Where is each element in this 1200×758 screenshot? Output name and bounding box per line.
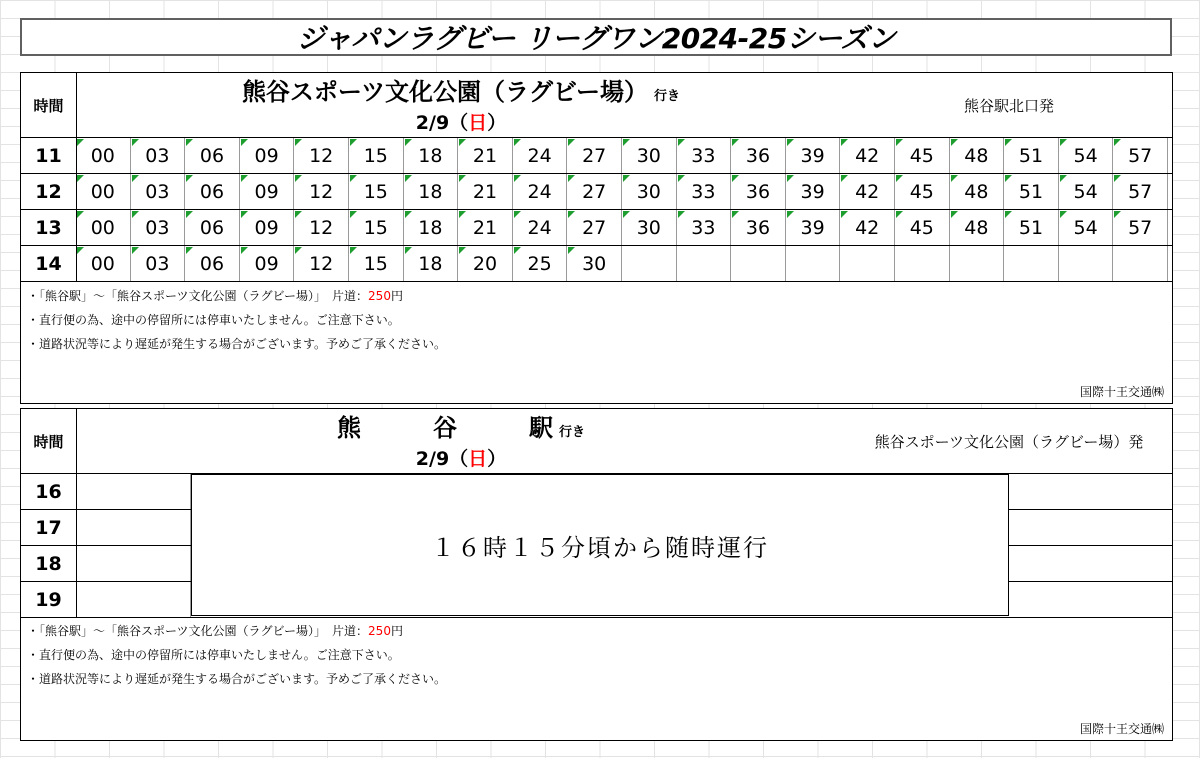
minute-cell — [1059, 138, 1114, 173]
minute-cell — [895, 246, 950, 281]
cell-marker-icon — [295, 175, 302, 182]
minute-cell — [622, 174, 677, 209]
minute-value: 30 — [582, 252, 607, 275]
cell-marker-icon — [732, 175, 739, 182]
fare-unit: 円 — [390, 624, 403, 638]
minute-cell — [240, 210, 295, 245]
destination-title — [76, 77, 846, 112]
cell-marker-icon — [787, 175, 794, 182]
cell-marker-icon — [1114, 211, 1121, 218]
cell-marker-icon — [459, 247, 466, 254]
minute-cell — [131, 210, 186, 245]
minute-value: 27 — [582, 144, 607, 167]
date-close: ） — [487, 112, 507, 134]
cell-marker-icon — [132, 139, 139, 146]
minute-cell — [786, 174, 841, 209]
minute-cell — [567, 210, 622, 245]
minute-value: 24 — [527, 180, 552, 203]
note-fare-text: ・「熊谷駅」～「熊谷スポーツ文化公園（ラグビー場）」 片道： — [27, 624, 369, 638]
table-row — [21, 138, 1172, 174]
note-direct: ・直行便の為、途中の停留所には停車いたしません。ご注意下さい。 — [27, 648, 400, 662]
timetable-return — [20, 408, 1173, 741]
cell-marker-icon — [951, 175, 958, 182]
cell-marker-icon — [514, 175, 521, 182]
minute-cell — [731, 174, 786, 209]
cell-marker-icon — [77, 175, 84, 182]
cell-marker-icon — [787, 139, 794, 146]
date-day: 日 — [468, 112, 488, 134]
minute-cell — [349, 174, 404, 209]
minute-cell — [458, 246, 513, 281]
minute-value: 00 — [90, 252, 115, 275]
minute-value: 42 — [855, 216, 880, 239]
minute-cell — [567, 174, 622, 209]
fare-price: 250 — [368, 289, 391, 303]
cell-marker-icon — [1005, 139, 1012, 146]
minute-value: 48 — [964, 180, 989, 203]
cell-marker-icon — [77, 139, 84, 146]
cell-marker-icon — [350, 175, 357, 182]
minute-value: 03 — [145, 252, 170, 275]
cell-marker-icon — [405, 247, 412, 254]
minute-cell — [404, 210, 459, 245]
minute-cell — [567, 138, 622, 173]
cell-marker-icon — [951, 211, 958, 218]
fare-price: 250 — [368, 624, 391, 638]
cell-marker-icon — [405, 139, 412, 146]
minute-cell — [840, 210, 895, 245]
cell-marker-icon — [132, 247, 139, 254]
minute-cell — [677, 174, 732, 209]
minute-cell — [1059, 210, 1114, 245]
minute-cell — [895, 210, 950, 245]
cell-marker-icon — [132, 175, 139, 182]
minute-cell — [185, 138, 240, 173]
minute-value: 45 — [909, 144, 934, 167]
minute-value: 24 — [527, 144, 552, 167]
cell-marker-icon — [186, 211, 193, 218]
cell-marker-icon — [1114, 175, 1121, 182]
minute-value: 48 — [964, 216, 989, 239]
service-message: １６時１５分頃から随時運行 — [191, 474, 1009, 616]
cell-marker-icon — [1114, 139, 1121, 146]
minute-cell — [1113, 210, 1168, 245]
date-main: 2/9（ — [415, 448, 469, 470]
timetable-rows — [21, 474, 1172, 616]
minute-cell — [513, 138, 568, 173]
minute-value: 25 — [527, 252, 552, 275]
notes — [21, 617, 1172, 740]
minute-cell — [1059, 174, 1114, 209]
minute-cell — [294, 246, 349, 281]
minute-cell — [895, 174, 950, 209]
cell-marker-icon — [77, 247, 84, 254]
sheet-title: ジャパンラグビー リーグワン2024-25シーズン — [20, 18, 1172, 56]
minute-cell — [731, 246, 786, 281]
minute-cell — [786, 138, 841, 173]
note-direct: ・直行便の為、途中の停留所には停車いたしません。ご注意下さい。 — [27, 313, 400, 327]
minute-value: 12 — [309, 144, 334, 167]
minute-cell — [786, 210, 841, 245]
cell-marker-icon — [241, 139, 248, 146]
cell-marker-icon — [241, 247, 248, 254]
cell-marker-icon — [405, 211, 412, 218]
minute-cell — [404, 246, 459, 281]
hour-cell: 13 — [21, 210, 77, 245]
minute-cell — [622, 210, 677, 245]
cell-marker-icon — [459, 211, 466, 218]
minute-cell — [950, 246, 1005, 281]
notes — [21, 282, 1172, 403]
note-fare — [27, 287, 403, 304]
minute-value: 00 — [90, 180, 115, 203]
minute-value: 42 — [855, 144, 880, 167]
empty-cell — [76, 546, 191, 581]
cell-marker-icon — [568, 139, 575, 146]
minute-value: 33 — [691, 144, 716, 167]
minute-value: 21 — [472, 144, 498, 167]
destination-suffix: 行き — [558, 425, 585, 440]
minute-cell — [1004, 174, 1059, 209]
cell-marker-icon — [514, 211, 521, 218]
minute-value: 36 — [745, 180, 771, 203]
cell-marker-icon — [678, 139, 685, 146]
minute-value: 30 — [636, 216, 661, 239]
minute-cell — [731, 138, 786, 173]
minute-cell — [513, 210, 568, 245]
minute-cell — [76, 210, 131, 245]
minute-value: 15 — [363, 252, 388, 275]
cell-marker-icon — [350, 247, 357, 254]
minute-cell — [458, 210, 513, 245]
minute-value: 54 — [1073, 144, 1098, 167]
minute-value: 39 — [800, 180, 825, 203]
hour-cell: 16 — [21, 474, 77, 509]
minute-cell — [76, 138, 131, 173]
company-name: 国際十王交通㈱ — [1079, 722, 1164, 736]
fare-unit: 円 — [390, 289, 403, 303]
minute-cell — [240, 138, 295, 173]
minute-cell — [1059, 246, 1114, 281]
cell-marker-icon — [241, 211, 248, 218]
minute-cell — [349, 138, 404, 173]
minute-value: 15 — [363, 144, 388, 167]
minute-value: 09 — [254, 180, 279, 203]
minute-cell — [458, 138, 513, 173]
cell-marker-icon — [1060, 139, 1067, 146]
cell-marker-icon — [77, 211, 84, 218]
minute-value: 09 — [254, 252, 279, 275]
hour-cell: 19 — [21, 582, 77, 617]
cell-marker-icon — [295, 139, 302, 146]
cell-marker-icon — [896, 175, 903, 182]
cell-marker-icon — [295, 211, 302, 218]
minute-value: 39 — [800, 144, 825, 167]
table-row — [21, 246, 1172, 282]
cell-marker-icon — [678, 175, 685, 182]
cell-marker-icon — [568, 211, 575, 218]
cell-marker-icon — [132, 211, 139, 218]
hour-cell: 17 — [21, 510, 77, 545]
minute-value: 06 — [199, 216, 225, 239]
minute-cell — [1113, 246, 1168, 281]
minute-value: 20 — [472, 252, 498, 275]
minute-value: 33 — [691, 180, 716, 203]
departure-point: 熊谷スポーツ文化公園（ラグビー場）発 — [874, 432, 1144, 451]
minute-value: 12 — [309, 180, 334, 203]
cell-marker-icon — [623, 211, 630, 218]
minute-value: 57 — [1128, 144, 1153, 167]
minute-value: 18 — [418, 216, 443, 239]
minute-cell — [840, 246, 895, 281]
company-name: 国際十王交通㈱ — [1079, 385, 1164, 399]
minute-value: 45 — [909, 216, 934, 239]
minute-value: 36 — [745, 216, 771, 239]
minute-value: 12 — [309, 252, 334, 275]
minute-value: 09 — [254, 144, 279, 167]
empty-cell — [76, 582, 191, 617]
minute-cell — [294, 174, 349, 209]
cell-marker-icon — [951, 139, 958, 146]
minute-value: 03 — [145, 144, 170, 167]
minute-value: 18 — [418, 180, 443, 203]
minute-cell — [185, 210, 240, 245]
cell-marker-icon — [623, 175, 630, 182]
cell-marker-icon — [678, 211, 685, 218]
table-row — [21, 210, 1172, 246]
empty-cell — [76, 474, 191, 509]
service-date — [76, 444, 846, 471]
empty-cell — [76, 510, 191, 545]
minute-cell — [950, 210, 1005, 245]
note-fare-text: ・「熊谷駅」～「熊谷スポーツ文化公園（ラグビー場）」 片道： — [27, 289, 369, 303]
minute-cell — [731, 210, 786, 245]
minute-cell — [895, 138, 950, 173]
minute-value: 51 — [1018, 144, 1044, 167]
minute-cell — [950, 138, 1005, 173]
minute-cell — [185, 246, 240, 281]
cell-marker-icon — [841, 211, 848, 218]
minute-value: 48 — [964, 144, 989, 167]
minute-value: 51 — [1018, 216, 1044, 239]
minute-cell — [349, 246, 404, 281]
cell-marker-icon — [1060, 175, 1067, 182]
date-close: ） — [487, 448, 507, 470]
minute-cell — [677, 246, 732, 281]
hour-cell: 12 — [21, 174, 77, 209]
minute-cell — [458, 174, 513, 209]
cell-marker-icon — [350, 211, 357, 218]
cell-marker-icon — [186, 139, 193, 146]
minute-cell — [131, 174, 186, 209]
timetable-outbound — [20, 72, 1173, 404]
hour-cell: 18 — [21, 546, 77, 581]
minute-cell — [840, 174, 895, 209]
minute-value: 30 — [636, 144, 661, 167]
minute-cell — [950, 174, 1005, 209]
minute-cell — [1004, 246, 1059, 281]
cell-marker-icon — [896, 211, 903, 218]
minute-cell — [240, 246, 295, 281]
minute-value: 30 — [636, 180, 661, 203]
minute-value: 45 — [909, 180, 934, 203]
minute-value: 42 — [855, 180, 880, 203]
minute-value: 03 — [145, 216, 170, 239]
minute-value: 18 — [418, 144, 443, 167]
minute-cell — [513, 174, 568, 209]
destination-name: 熊谷スポーツ文化公園（ラグビー場） — [241, 78, 649, 106]
minute-value: 54 — [1073, 180, 1098, 203]
destination-title — [76, 413, 846, 448]
table-row — [21, 174, 1172, 210]
departure-point: 熊谷駅北口発 — [963, 96, 1054, 115]
minute-cell — [677, 210, 732, 245]
minute-cell — [131, 246, 186, 281]
timetable-header — [21, 409, 1172, 474]
cell-marker-icon — [841, 139, 848, 146]
minute-value: 57 — [1128, 180, 1153, 203]
cell-marker-icon — [514, 139, 521, 146]
minute-cell — [1004, 138, 1059, 173]
minute-cell — [240, 174, 295, 209]
minute-value: 24 — [527, 216, 552, 239]
minute-cell — [404, 174, 459, 209]
minute-cell — [1113, 174, 1168, 209]
minute-value: 39 — [800, 216, 825, 239]
cell-marker-icon — [350, 139, 357, 146]
minute-value: 06 — [199, 180, 225, 203]
minute-cell — [513, 246, 568, 281]
minute-value: 27 — [582, 180, 607, 203]
minute-value: 00 — [90, 216, 115, 239]
minute-value: 03 — [145, 180, 170, 203]
minute-value: 12 — [309, 216, 334, 239]
minute-cell — [786, 246, 841, 281]
minute-cell — [349, 210, 404, 245]
cell-marker-icon — [186, 175, 193, 182]
minute-cell — [622, 138, 677, 173]
minute-cell — [76, 246, 131, 281]
cell-marker-icon — [732, 211, 739, 218]
minute-cell — [567, 246, 622, 281]
timetable-header — [21, 73, 1172, 138]
cell-marker-icon — [568, 247, 575, 254]
minute-value: 54 — [1073, 216, 1098, 239]
cell-marker-icon — [568, 175, 575, 182]
note-fare — [27, 622, 403, 639]
minute-cell — [677, 138, 732, 173]
minute-value: 06 — [199, 144, 225, 167]
minute-value: 15 — [363, 216, 388, 239]
destination-name: 熊 谷 駅 — [336, 414, 553, 442]
minute-value: 09 — [254, 216, 279, 239]
time-column-header: 時間 — [21, 409, 77, 473]
time-column-header: 時間 — [21, 73, 77, 137]
cell-marker-icon — [1005, 211, 1012, 218]
hour-cell: 11 — [21, 138, 77, 173]
cell-marker-icon — [241, 175, 248, 182]
destination-suffix: 行き — [654, 89, 681, 104]
cell-marker-icon — [514, 247, 521, 254]
cell-marker-icon — [787, 211, 794, 218]
service-date — [76, 108, 846, 135]
cell-marker-icon — [1005, 175, 1012, 182]
minute-value: 27 — [582, 216, 607, 239]
minute-cell — [1113, 138, 1168, 173]
minute-value: 18 — [418, 252, 443, 275]
cell-marker-icon — [732, 139, 739, 146]
cell-marker-icon — [186, 247, 193, 254]
date-main: 2/9（ — [415, 112, 469, 134]
minute-value: 21 — [472, 180, 498, 203]
minute-cell — [294, 210, 349, 245]
cell-marker-icon — [896, 139, 903, 146]
minute-cell — [622, 246, 677, 281]
minute-value: 15 — [363, 180, 388, 203]
cell-marker-icon — [1060, 211, 1067, 218]
minute-cell — [131, 138, 186, 173]
minute-value: 21 — [472, 216, 498, 239]
hour-cell: 14 — [21, 246, 77, 281]
cell-marker-icon — [459, 139, 466, 146]
cell-marker-icon — [459, 175, 466, 182]
minute-value: 36 — [745, 144, 771, 167]
cell-marker-icon — [841, 175, 848, 182]
date-day: 日 — [468, 448, 488, 470]
cell-marker-icon — [623, 139, 630, 146]
cell-marker-icon — [405, 175, 412, 182]
minute-value: 00 — [90, 144, 115, 167]
note-delay: ・道路状況等により遅延が発生する場合がございます。予めご了承ください。 — [27, 672, 447, 686]
note-delay: ・道路状況等により遅延が発生する場合がございます。予めご了承ください。 — [27, 337, 447, 351]
minute-cell — [185, 174, 240, 209]
minute-cell — [404, 138, 459, 173]
minute-cell — [1004, 210, 1059, 245]
minute-value: 06 — [199, 252, 225, 275]
minute-value: 33 — [691, 216, 716, 239]
minute-cell — [294, 138, 349, 173]
minute-cell — [840, 138, 895, 173]
minute-value: 57 — [1128, 216, 1153, 239]
minute-value: 51 — [1018, 180, 1044, 203]
cell-marker-icon — [295, 247, 302, 254]
minute-cell — [76, 174, 131, 209]
